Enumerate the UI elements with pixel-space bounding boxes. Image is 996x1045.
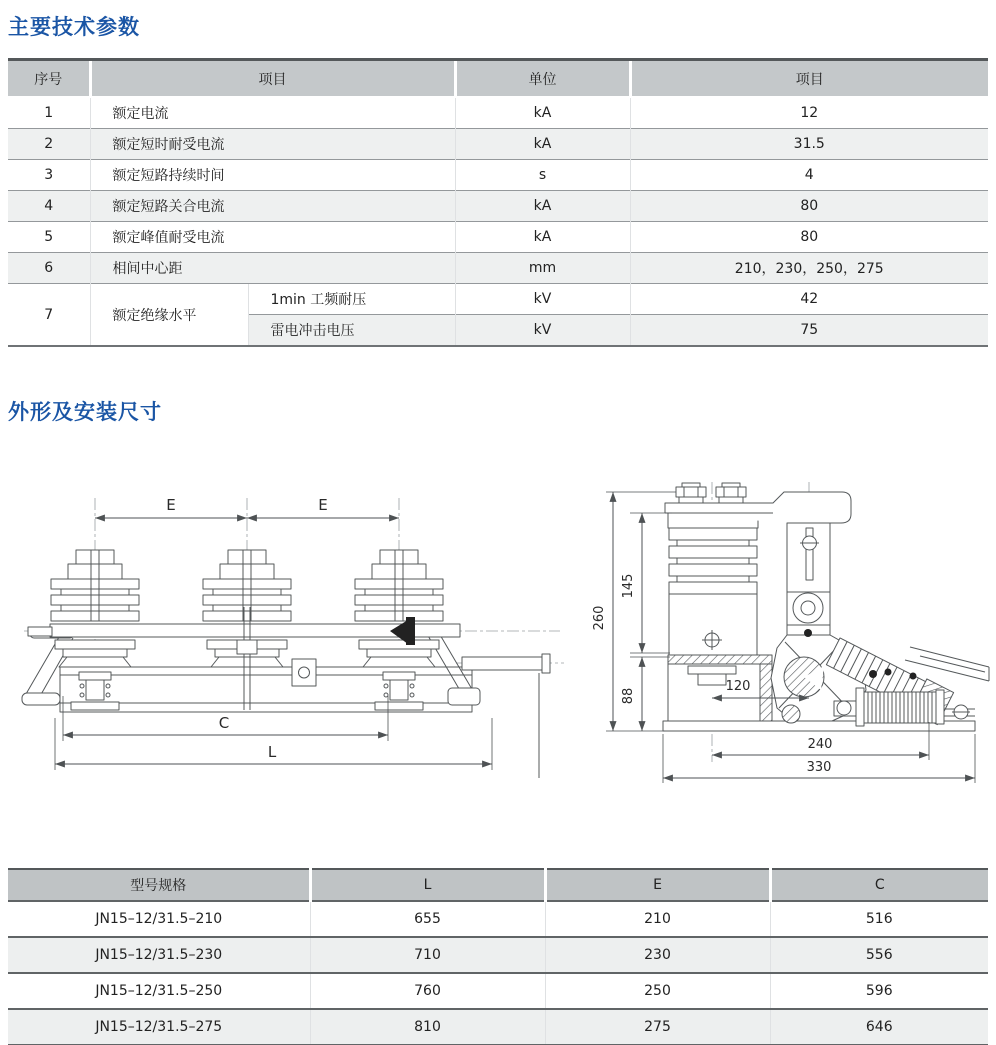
- param-no: 5: [8, 222, 90, 253]
- param-value: 31.5: [630, 129, 988, 160]
- model-e: 275: [545, 1009, 770, 1045]
- mounting-bracket: [668, 655, 772, 721]
- param-no: 6: [8, 253, 90, 284]
- param-no: 7: [8, 284, 90, 347]
- models-header-l: L: [310, 869, 545, 901]
- params-table: [8, 58, 988, 347]
- param-subitem: 1min 工频耐压: [248, 284, 455, 315]
- param-unit: s: [455, 160, 630, 191]
- params-row: [8, 253, 988, 284]
- dim-label-240: 240: [807, 737, 833, 752]
- param-item: 额定短时耐受电流: [90, 129, 455, 160]
- models-row: [8, 1009, 988, 1045]
- param-item: 额定绝缘水平: [90, 284, 248, 347]
- insulator-poles: [51, 550, 443, 621]
- dim-label-e-right: E: [318, 496, 328, 514]
- model-c: 596: [770, 973, 988, 1009]
- params-row: [8, 97, 988, 129]
- insulator-pole: [355, 550, 443, 621]
- param-no: 3: [8, 160, 90, 191]
- param-item: 相间中心距: [90, 253, 455, 284]
- switch-arm: [787, 523, 830, 635]
- param-value: 80: [630, 222, 988, 253]
- dim-label-l: L: [267, 743, 277, 761]
- params-row: [8, 284, 988, 315]
- params-section-title: 主要技术参数: [8, 15, 140, 39]
- dim-label-145: 145: [621, 573, 636, 599]
- param-item: 额定电流: [90, 97, 455, 129]
- dim-label-260: 260: [592, 605, 607, 631]
- param-unit: kV: [455, 284, 630, 315]
- models-row: [8, 901, 988, 937]
- param-unit: kA: [455, 97, 630, 129]
- param-unit: kA: [455, 222, 630, 253]
- insulator-pole: [203, 550, 291, 621]
- param-no: 1: [8, 97, 90, 129]
- params-header-value: 项目: [630, 60, 988, 98]
- models-header-model: 型号规格: [8, 869, 310, 901]
- param-value: 4: [630, 160, 988, 191]
- param-unit: mm: [455, 253, 630, 284]
- model-c: 646: [770, 1009, 988, 1045]
- params-row: [8, 129, 988, 160]
- model-l: 655: [310, 901, 545, 937]
- params-row: [8, 222, 988, 253]
- dim-label-88: 88: [621, 687, 636, 705]
- param-subitem: 雷电冲击电压: [248, 315, 455, 347]
- param-value: 210，230，250，275: [630, 253, 988, 284]
- model-e: 250: [545, 973, 770, 1009]
- models-header-c: C: [770, 869, 988, 901]
- params-row: [8, 191, 988, 222]
- front-view-drawing: [10, 482, 575, 782]
- param-item: 额定短路持续时间: [90, 160, 455, 191]
- param-unit: kA: [455, 129, 630, 160]
- model-c: 556: [770, 937, 988, 973]
- params-header-item: 项目: [90, 60, 455, 98]
- params-row: [8, 160, 988, 191]
- params-header-row: [8, 60, 988, 98]
- params-header-unit: 单位: [455, 60, 630, 98]
- param-value: 80: [630, 191, 988, 222]
- param-unit: kV: [455, 315, 630, 347]
- param-item: 额定短路关合电流: [90, 191, 455, 222]
- param-no: 4: [8, 191, 90, 222]
- model-l: 710: [310, 937, 545, 973]
- dim-label-c: C: [218, 714, 230, 732]
- model-name: JN15–12/31.5–230: [8, 937, 310, 973]
- param-value: 42: [630, 284, 988, 315]
- model-c: 516: [770, 901, 988, 937]
- model-name: JN15–12/31.5–210: [8, 901, 310, 937]
- models-table: [8, 868, 988, 1045]
- dim-label-330: 330: [806, 760, 832, 775]
- dim-label-e-left: E: [166, 496, 176, 514]
- param-value: 12: [630, 97, 988, 129]
- dim-label-120: 120: [725, 679, 751, 694]
- param-unit: kA: [455, 191, 630, 222]
- side-view-drawing: [580, 470, 992, 802]
- models-row: [8, 937, 988, 973]
- dimensions: [592, 492, 975, 783]
- models-header-e: E: [545, 869, 770, 901]
- outline-section-title: 外形及安装尺寸: [8, 400, 162, 424]
- insulator-pole: [51, 550, 139, 621]
- models-header-row: [8, 869, 988, 901]
- models-row: [8, 973, 988, 1009]
- contact-blade: [905, 647, 989, 681]
- param-no: 2: [8, 129, 90, 160]
- param-value: 75: [630, 315, 988, 347]
- model-l: 810: [310, 1009, 545, 1045]
- model-name: JN15–12/31.5–250: [8, 973, 310, 1009]
- model-name: JN15–12/31.5–275: [8, 1009, 310, 1045]
- model-e: 210: [545, 901, 770, 937]
- param-item: 额定峰值耐受电流: [90, 222, 455, 253]
- model-l: 760: [310, 973, 545, 1009]
- params-header-no: 序号: [8, 60, 90, 98]
- model-e: 230: [545, 937, 770, 973]
